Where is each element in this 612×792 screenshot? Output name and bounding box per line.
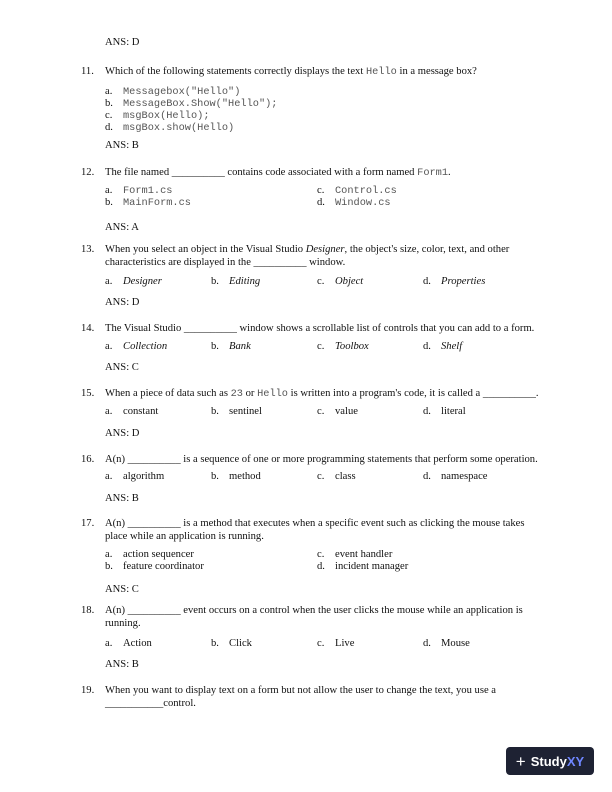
answer-option[interactable] — [105, 110, 210, 122]
option-text: Designer — [123, 276, 162, 287]
option-text: Shelf — [441, 341, 463, 352]
option-letter: a. — [105, 86, 113, 97]
option-letter: b. — [105, 197, 113, 208]
stem-run: , the object's size, color, text, and other — [344, 244, 510, 255]
question-number: 14. — [81, 323, 95, 334]
plus-icon: + — [515, 751, 526, 771]
option-text: constant — [123, 406, 159, 417]
option-text: Form1.cs — [123, 185, 173, 197]
option-text: Action — [123, 638, 152, 649]
answer-option[interactable] — [105, 197, 191, 209]
answer-option[interactable] — [317, 561, 408, 573]
question-stem-continued: place while an application is running. — [105, 531, 264, 542]
answer-option[interactable] — [105, 549, 194, 561]
answer-option[interactable] — [105, 341, 167, 353]
answer-option[interactable] — [423, 471, 487, 483]
stem-run: Form1 — [417, 167, 449, 179]
option-letter: c. — [317, 406, 325, 417]
option-text: feature coordinator — [123, 561, 204, 572]
stem-run: A(n) __________ is a sequence of one or more programming statements that perform some operation. — [105, 454, 538, 465]
answer-option[interactable] — [211, 471, 261, 483]
answer-option[interactable] — [317, 185, 397, 197]
answer-key: ANS: B — [105, 493, 139, 504]
option-text: Bank — [229, 341, 251, 352]
option-letter: c. — [317, 471, 325, 482]
option-text: Editing — [229, 276, 261, 287]
stem-run: A(n) __________ event occurs on a control when the user clicks the mouse while an application is — [105, 605, 523, 616]
stem-run: Hello — [365, 66, 397, 78]
stem-run: Hello — [257, 388, 288, 400]
option-text: Mouse — [441, 638, 470, 649]
answer-option[interactable] — [105, 276, 162, 288]
option-text: Properties — [441, 276, 486, 287]
question-number: 17. — [81, 518, 95, 529]
question-stem-continued: ___________control. — [105, 698, 196, 709]
option-letter: a. — [105, 638, 113, 649]
option-letter: a. — [105, 549, 113, 560]
answer-option[interactable] — [211, 638, 252, 650]
question-number: 15. — [81, 388, 95, 399]
answer-key: ANS: C — [105, 362, 139, 373]
option-letter: c. — [317, 276, 325, 287]
option-letter: d. — [105, 122, 113, 133]
option-text: Messagebox("Hello") — [123, 86, 241, 98]
answer-option[interactable] — [105, 86, 240, 98]
stem-run: Which of the following statements correctly displays the text — [105, 66, 366, 77]
answer-option[interactable] — [317, 197, 391, 209]
question-number: 16. — [81, 454, 95, 465]
answer-option[interactable] — [423, 276, 485, 288]
option-text: sentinel — [229, 406, 262, 417]
option-letter: c. — [317, 341, 325, 352]
option-text: literal — [441, 406, 466, 417]
option-text: Window.cs — [335, 197, 391, 209]
question-number: 19. — [81, 685, 95, 696]
option-text: method — [229, 471, 261, 482]
option-letter: d. — [423, 406, 431, 417]
option-letter: d. — [423, 471, 431, 482]
stem-run: . — [448, 167, 451, 178]
stem-run: Designer — [305, 244, 345, 255]
answer-key: ANS: D — [105, 297, 140, 308]
option-text: MainForm.cs — [123, 197, 191, 209]
watermark-brand-a: Study — [530, 753, 567, 769]
stem-run: A(n) __________ is a method that executes when a specific event such as clicking the mouse takes — [105, 518, 525, 529]
option-text: Collection — [123, 341, 168, 352]
option-text: msgBox.show(Hello) — [123, 122, 235, 134]
option-letter: b. — [211, 406, 219, 417]
answer-option[interactable] — [317, 276, 363, 288]
question-stem-continued: characteristics are displayed in the __________ window. — [105, 257, 346, 268]
question-stem — [105, 66, 477, 78]
option-letter: b. — [211, 471, 219, 482]
option-text: incident manager — [335, 561, 409, 572]
answer-option[interactable] — [317, 406, 358, 418]
question-stem — [105, 388, 539, 400]
question-number: 12. — [81, 167, 95, 178]
option-text: action sequencer — [123, 549, 194, 560]
answer-option[interactable] — [317, 471, 356, 483]
answer-option[interactable] — [105, 122, 234, 134]
answer-key: ANS: C — [105, 584, 139, 595]
studyxy-watermark[interactable] — [506, 747, 594, 775]
option-letter: a. — [105, 341, 113, 352]
stem-run: When a piece of data such as — [105, 388, 231, 399]
option-text: event handler — [335, 549, 393, 560]
stem-run: is written into a program's code, it is called a __________. — [288, 388, 539, 399]
option-text: Live — [335, 638, 355, 649]
answer-key: ANS: B — [105, 659, 139, 670]
stem-run: The Visual Studio __________ window shows a scrollable list of controls that you can add to a form. — [105, 323, 535, 334]
question-number: 13. — [81, 244, 95, 255]
answer-option[interactable] — [105, 185, 172, 197]
answer-key: ANS: A — [105, 222, 139, 233]
question-stem-continued: running. — [105, 618, 141, 629]
option-text: Toolbox — [335, 341, 369, 352]
option-letter: c. — [317, 185, 325, 196]
stem-run: The file named __________ contains code associated with a form named — [105, 167, 418, 178]
question-number: 11. — [81, 66, 94, 77]
option-letter: c. — [105, 110, 113, 121]
option-text: algorithm — [123, 471, 165, 482]
option-letter: a. — [105, 406, 113, 417]
question-number: 18. — [81, 605, 95, 616]
option-text: msgBox(Hello); — [123, 110, 210, 122]
answer-option[interactable] — [423, 341, 462, 353]
option-text: namespace — [441, 471, 488, 482]
answer-option[interactable] — [211, 406, 262, 418]
option-letter: d. — [423, 638, 431, 649]
option-text: class — [335, 471, 356, 482]
stem-run: When you select an object in the Visual Studio — [105, 244, 306, 255]
answer-key: ANS: B — [105, 140, 139, 151]
question-stem — [105, 323, 534, 335]
previous-answer: ANS: D — [105, 37, 140, 48]
stem-run: or — [242, 388, 258, 399]
answer-key: ANS: D — [105, 428, 140, 439]
answer-option[interactable] — [105, 638, 152, 650]
option-text: Control.cs — [335, 185, 397, 197]
answer-option[interactable] — [317, 638, 354, 650]
answer-option[interactable] — [211, 341, 251, 353]
option-text: value — [335, 406, 358, 417]
answer-option[interactable] — [105, 471, 164, 483]
question-stem — [105, 605, 523, 617]
option-letter: c. — [317, 549, 325, 560]
option-letter: d. — [423, 276, 431, 287]
stem-run: in a message box? — [396, 66, 477, 77]
option-letter: a. — [105, 276, 113, 287]
answer-option[interactable] — [105, 561, 204, 573]
question-stem — [105, 685, 496, 697]
answer-option[interactable] — [105, 98, 277, 110]
question-stem — [105, 518, 525, 530]
option-letter: d. — [317, 561, 325, 572]
answer-option[interactable] — [423, 638, 470, 650]
option-letter: d. — [423, 341, 431, 352]
option-letter: b. — [211, 276, 219, 287]
stem-run: 23 — [230, 388, 243, 400]
watermark-brand-b: XY — [566, 753, 585, 769]
question-stem — [105, 167, 451, 179]
option-text: Object — [335, 276, 364, 287]
option-text: Click — [229, 638, 252, 649]
answer-option[interactable] — [105, 406, 158, 418]
option-letter: b. — [105, 561, 113, 572]
option-letter: b. — [105, 98, 113, 109]
option-letter: c. — [317, 638, 325, 649]
answer-option[interactable] — [317, 549, 392, 561]
question-stem — [105, 244, 509, 256]
option-letter: a. — [105, 185, 113, 196]
option-letter: b. — [211, 341, 219, 352]
answer-option[interactable] — [317, 341, 369, 353]
option-letter: d. — [317, 197, 325, 208]
watermark-text — [531, 754, 584, 769]
answer-option[interactable] — [423, 406, 466, 418]
question-stem — [105, 454, 538, 466]
option-text: MessageBox.Show("Hello"); — [123, 98, 278, 110]
option-letter: b. — [211, 638, 219, 649]
stem-run: When you want to display text on a form but not allow the user to change the text, you use a — [105, 685, 496, 696]
option-letter: a. — [105, 471, 113, 482]
answer-option[interactable] — [211, 276, 260, 288]
